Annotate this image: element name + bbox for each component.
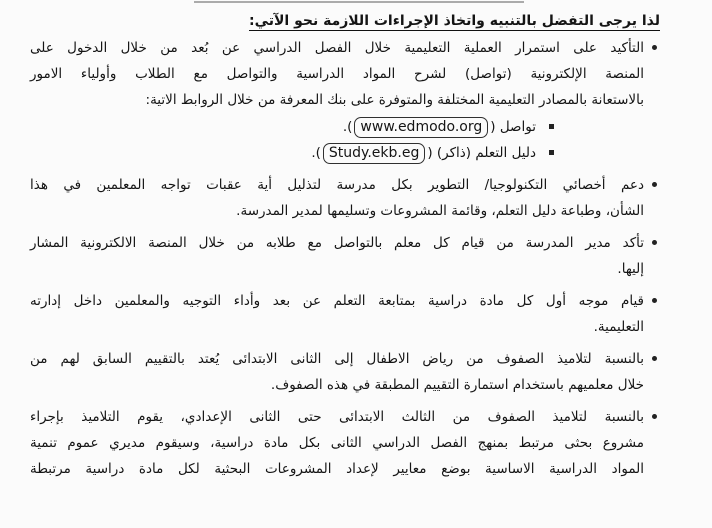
section-heading: لذا يرجى التفضل بالتنبيه واتخاذ الإجراءات اللازمة نحو الآتي: — [248, 13, 660, 29]
square-bullet-icon — [549, 124, 554, 129]
text-line: التأكيد على استمرار العملية التعليمية خلال الفصل الدراسي عن بُعد من خلال الدخول على — [30, 40, 644, 56]
list-item — [30, 404, 698, 482]
text-line: بالنسبة لتلاميذ الصفوف من الثالث الابتدائى حتى الثانى الإعدادي، يقوم التلاميذ بإجراء — [30, 409, 644, 425]
text-line: المنصة الإلكترونية (تواصل) لشرح المواد الدراسية والتواصل مع الطلاب وأولياء الامور — [30, 66, 644, 82]
link-label: تواصل — [499, 119, 536, 135]
bullet-icon — [652, 240, 657, 245]
text-line: خلال معلميهم باستخدام استمارة التقييم المطبقة في هذه الصفوف. — [270, 377, 644, 393]
text-line: مشروع بحثى مرتبط بمنهج الفصل الدراسي الثانى بكل مادة دراسية، وسيقوم مديري عموم تنمية — [30, 435, 644, 451]
text-line: إليها. — [617, 261, 644, 277]
bullet-icon — [652, 414, 657, 419]
cut-off-top-line — [194, 0, 524, 10]
bullet-icon — [652, 356, 657, 361]
list-item — [30, 35, 698, 166]
instructions-list — [30, 35, 698, 488]
list-item — [30, 288, 698, 340]
list-item — [30, 230, 698, 282]
link-label: دليل التعلم (ذاكر) — [436, 145, 536, 161]
url-link[interactable]: www.edmodo.org — [354, 117, 488, 138]
text-line: دعم أخصائي التكنولوجيا/ التطوير بكل مدرسة لتذليل أية عقبات تواجه المعلمين في هذا — [30, 177, 644, 193]
link-item: تواصل (www.edmodo.org). — [30, 114, 536, 140]
text-line: تأكد مدير المدرسة من قيام كل معلم بالتواصل مع طلابه من خلال المنصة الالكترونية المشار — [30, 235, 644, 251]
text-line: قيام موجه أول كل مادة دراسية بمتابعة التعلم عن بعد وأداء التوجيه والمعلمين داخل إدارته — [30, 293, 644, 309]
text-line: بالاستعانة بالمصادر التعليمية المختلفة والمتوفرة على بنك المعرفة من خلال الروابط الاتية: — [145, 92, 644, 108]
text-line: الشأن، وطباعة دليل التعلم، وقائمة المشروعات وتسليمها لمدير المدرسة. — [236, 203, 644, 219]
url-link[interactable]: Study.ekb.eg — [323, 143, 425, 164]
text-line: التعليمية. — [593, 319, 644, 335]
links-sublist — [30, 114, 644, 166]
link-closing: ). — [311, 145, 321, 161]
bullet-icon — [652, 45, 657, 50]
bullet-icon — [652, 182, 657, 187]
link-closing: ). — [342, 119, 353, 135]
text-line: بالنسبة لتلاميذ الصفوف من رياض الاطفال إلى الثانى الابتدائى يُعتد بالتقييم السابق لهم من — [30, 351, 644, 367]
link-item: دليل التعلم (ذاكر) (Study.ekb.eg). — [30, 140, 536, 166]
list-item — [30, 346, 698, 398]
list-item — [30, 172, 698, 224]
text-line: المواد الدراسية الاساسية بوضع معايير لإعداد المشروعات البحثية لكل مادة دراسية مرتبطة — [30, 461, 644, 477]
square-bullet-icon — [549, 150, 554, 155]
bullet-icon — [652, 298, 657, 303]
